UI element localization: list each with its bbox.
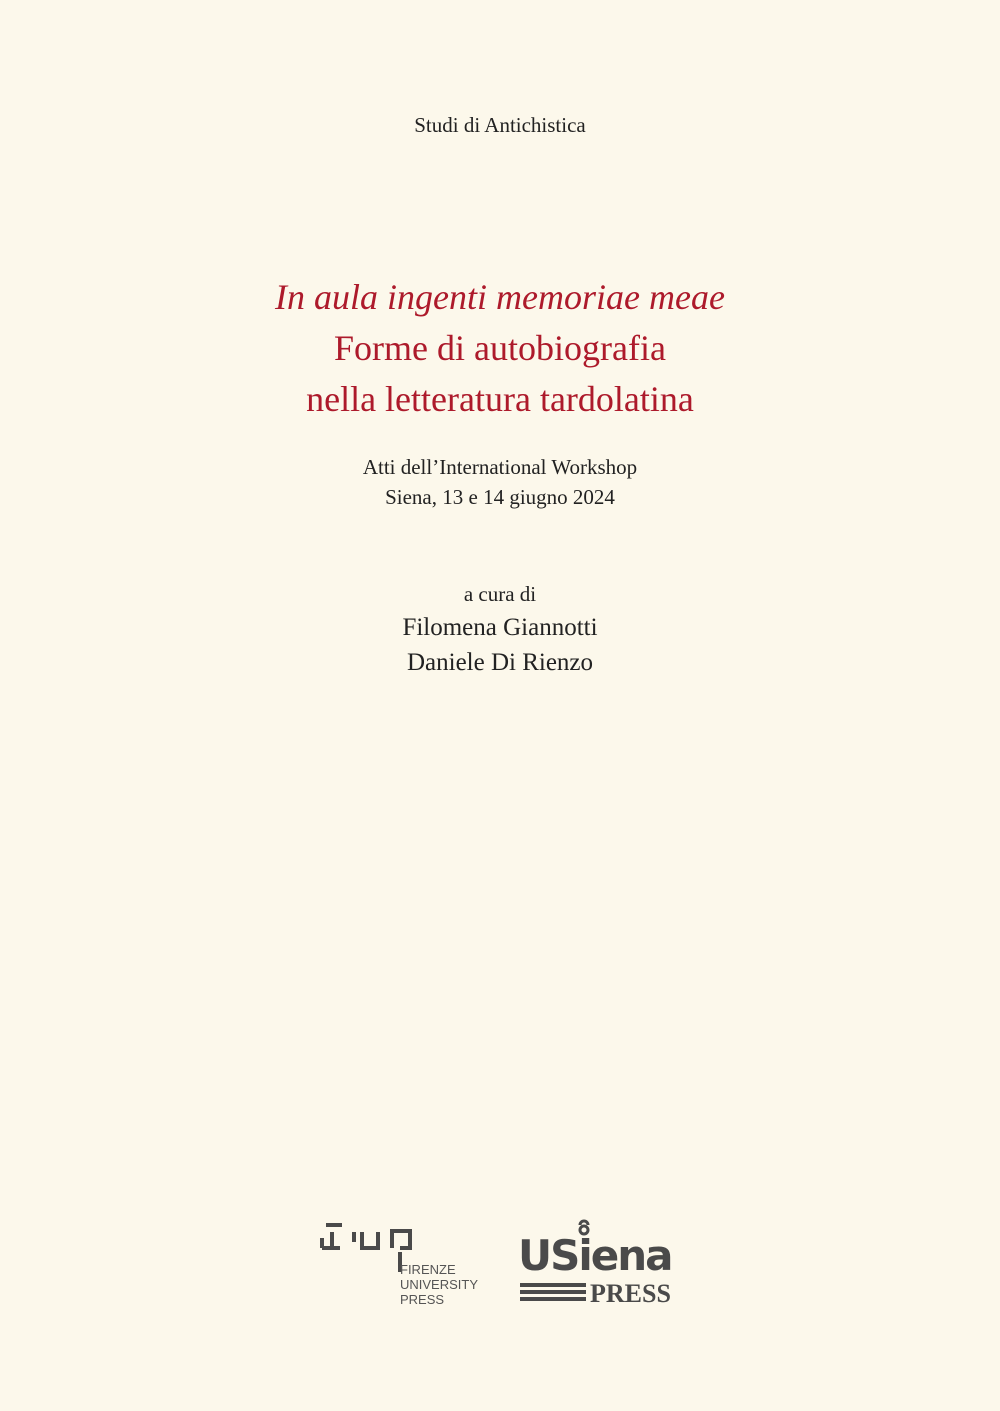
proceedings: [0, 452, 1000, 512]
series-name: Studi di Antichistica: [414, 113, 586, 137]
proceedings-title: Atti dell’International Workshop: [362, 455, 638, 479]
editors-label: a cura di: [463, 582, 537, 606]
title-line-2: Forme di autobiografia: [334, 328, 666, 368]
editor-name: Daniele Di Rienzo: [406, 649, 594, 676]
fup-text-line: FIRENZE: [400, 1262, 456, 1277]
fup-text-line: PRESS: [400, 1292, 445, 1307]
fup-text-line: UNIVERSITY: [400, 1277, 479, 1292]
fup-logo-text: [400, 1262, 478, 1307]
editor-name: Filomena Giannotti: [402, 614, 598, 641]
usiena-press: PRESS: [590, 1279, 671, 1308]
title-line-3: nella letteratura tardolatina: [306, 379, 694, 419]
usiena-wordmark: USiena: [518, 1231, 672, 1280]
title-latin: In aula ingenti memoriae meae: [275, 277, 725, 317]
proceedings-date: Siena, 13 e 14 giugno 2024: [385, 485, 615, 509]
